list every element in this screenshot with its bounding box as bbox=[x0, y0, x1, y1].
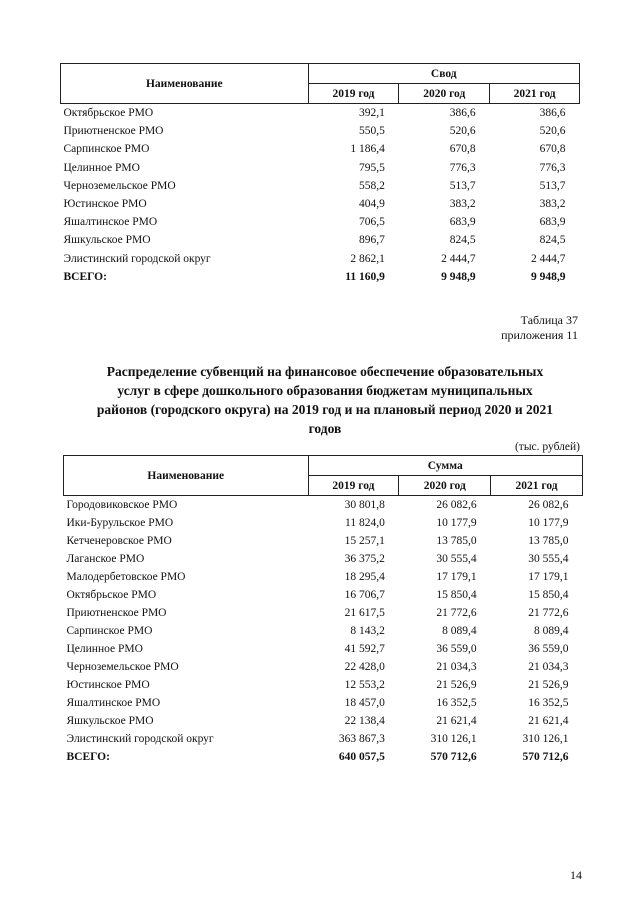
header-year-2021: 2021 год bbox=[490, 84, 580, 104]
cell-2021: 21 034,3 bbox=[528, 661, 569, 673]
cell-2021: 21 621,4 bbox=[528, 715, 569, 727]
header-year-2020: 2020 год bbox=[399, 476, 491, 496]
table-row bbox=[64, 676, 583, 694]
cell-2020: 17 179,1 bbox=[436, 571, 477, 583]
table-row bbox=[64, 568, 583, 586]
table-row bbox=[64, 514, 583, 532]
cell-2021: 21 772,6 bbox=[528, 607, 569, 619]
row-name: Яшкульское РМО bbox=[63, 234, 151, 247]
table-row bbox=[64, 586, 583, 604]
cell-2020: 15 850,4 bbox=[436, 589, 477, 601]
cell-2020: 36 559,0 bbox=[436, 643, 477, 655]
title-line-1: Распределение субвенций на финансовое обеспечение образовательных bbox=[106, 364, 544, 379]
row-name: Яшалтинское РМО bbox=[66, 697, 161, 709]
row-name: Сарпинское РМО bbox=[63, 143, 150, 156]
cell-2021: 683,9 bbox=[539, 216, 566, 229]
cell-2019: 706,5 bbox=[359, 216, 385, 229]
total-2019: 11 160,9 bbox=[345, 270, 385, 283]
cell-2021: 513,7 bbox=[539, 179, 566, 192]
table-row bbox=[61, 140, 580, 158]
header-year-2019: 2019 год bbox=[308, 476, 399, 496]
cell-2019: 41 592,7 bbox=[344, 643, 385, 655]
cell-2019: 11 824,0 bbox=[345, 517, 385, 529]
total-2019: 640 057,5 bbox=[338, 751, 385, 763]
row-name: Целинное РМО bbox=[63, 161, 140, 174]
table-caption bbox=[501, 313, 578, 343]
row-name: Городовиковское РМО bbox=[66, 499, 178, 511]
cell-2019: 22 428,0 bbox=[344, 661, 385, 673]
cell-2021: 13 785,0 bbox=[528, 535, 569, 547]
cell-2020: 21 034,3 bbox=[436, 661, 477, 673]
table-row bbox=[61, 122, 580, 140]
cell-2021: 36 559,0 bbox=[528, 643, 569, 655]
title-line-4: годов bbox=[308, 421, 342, 436]
cell-2020: 21 621,4 bbox=[436, 715, 477, 727]
row-name: Черноземельское РМО bbox=[63, 179, 176, 192]
title-line-3: районов (городского округа) на 2019 год и на плановый период 2020 и 2021 bbox=[96, 402, 554, 417]
cell-2019: 22 138,4 bbox=[344, 715, 385, 727]
table-row bbox=[61, 213, 580, 231]
table-row bbox=[64, 640, 583, 658]
row-name: Приютненское РМО bbox=[63, 125, 164, 138]
cell-2021: 776,3 bbox=[539, 161, 566, 174]
row-name: Лаганское РМО bbox=[66, 553, 145, 565]
table-total-row bbox=[61, 268, 580, 286]
row-name: Ики-Бурульское РМО bbox=[66, 517, 174, 529]
cell-2020: 21 526,9 bbox=[436, 679, 477, 691]
page-number: 14 bbox=[570, 868, 582, 882]
table-row bbox=[64, 730, 583, 748]
cell-2020: 13 785,0 bbox=[436, 535, 477, 547]
table-row bbox=[61, 177, 580, 195]
row-name: Яшалтинское РМО bbox=[63, 216, 158, 229]
cell-2019: 558,2 bbox=[359, 179, 385, 192]
cell-2021: 15 850,4 bbox=[528, 589, 569, 601]
row-name: Октябрьское РМО bbox=[66, 589, 157, 601]
table-row bbox=[64, 694, 583, 712]
cell-2020: 26 082,6 bbox=[436, 499, 477, 511]
total-label: ВСЕГО: bbox=[63, 270, 107, 283]
header-name: Наименование bbox=[64, 456, 309, 496]
table-summa bbox=[63, 455, 583, 766]
cell-2021: 16 352,5 bbox=[528, 697, 569, 709]
cell-2021: 26 082,6 bbox=[528, 499, 569, 511]
row-name: Черноземельское РМО bbox=[66, 661, 179, 673]
table-row bbox=[61, 250, 580, 268]
row-name: Юстинское РМО bbox=[63, 198, 147, 211]
cell-2020: 386,6 bbox=[449, 107, 476, 120]
cell-2019: 18 295,4 bbox=[344, 571, 385, 583]
cell-2019: 550,5 bbox=[359, 125, 385, 138]
cell-2019: 404,9 bbox=[359, 198, 385, 211]
cell-2020: 30 555,4 bbox=[436, 553, 477, 565]
cell-2020: 520,6 bbox=[449, 125, 476, 138]
cell-2021: 17 179,1 bbox=[528, 571, 569, 583]
cell-2020: 8 089,4 bbox=[442, 625, 477, 637]
cell-2020: 10 177,9 bbox=[436, 517, 477, 529]
cell-2019: 795,5 bbox=[359, 161, 385, 174]
cell-2020: 310 126,1 bbox=[430, 733, 477, 745]
cell-2021: 8 089,4 bbox=[534, 625, 569, 637]
cell-2020: 824,5 bbox=[449, 234, 476, 247]
cell-2019: 21 617,5 bbox=[344, 607, 385, 619]
total-2021: 9 948,9 bbox=[531, 270, 566, 283]
table-row bbox=[61, 231, 580, 249]
table-row bbox=[64, 604, 583, 622]
cell-2021: 383,2 bbox=[539, 198, 566, 211]
cell-2020: 21 772,6 bbox=[436, 607, 477, 619]
cell-2021: 824,5 bbox=[539, 234, 566, 247]
table-row bbox=[64, 496, 583, 515]
table-row bbox=[64, 622, 583, 640]
table-row bbox=[61, 159, 580, 177]
row-name: Целинное РМО bbox=[66, 643, 143, 655]
row-name: Октябрьское РМО bbox=[63, 107, 154, 120]
cell-2020: 670,8 bbox=[449, 143, 476, 156]
cell-2021: 10 177,9 bbox=[528, 517, 569, 529]
cell-2021: 670,8 bbox=[539, 143, 566, 156]
row-name: Яшкульское РМО bbox=[66, 715, 154, 727]
table-row bbox=[61, 195, 580, 213]
table-row bbox=[64, 550, 583, 568]
total-2021: 570 712,6 bbox=[522, 751, 569, 763]
cell-2020: 513,7 bbox=[449, 179, 476, 192]
row-name: Малодербетовское РМО bbox=[66, 571, 186, 583]
header-group: Сумма bbox=[308, 456, 583, 476]
table-total-row bbox=[64, 748, 583, 766]
cell-2019: 363 867,3 bbox=[338, 733, 385, 745]
cell-2019: 16 706,7 bbox=[344, 589, 385, 601]
table-row bbox=[64, 532, 583, 550]
header-year-2019: 2019 год bbox=[308, 84, 399, 104]
title-line-2: услуг в сфере дошкольного образования бюджетам муниципальных bbox=[117, 383, 533, 398]
total-2020: 9 948,9 bbox=[441, 270, 476, 283]
row-name: Юстинское РМО bbox=[66, 679, 150, 691]
table-svod bbox=[60, 63, 580, 286]
table-row bbox=[64, 712, 583, 730]
cell-2020: 16 352,5 bbox=[436, 697, 477, 709]
cell-2020: 2 444,7 bbox=[441, 252, 476, 265]
header-group: Свод bbox=[308, 64, 579, 84]
cell-2021: 520,6 bbox=[539, 125, 566, 138]
row-name: Элистинский городской округ bbox=[63, 252, 211, 265]
units-label: (тыс. рублей) bbox=[514, 441, 580, 453]
table-row bbox=[61, 104, 580, 123]
cell-2019: 12 553,2 bbox=[344, 679, 385, 691]
header-year-2020: 2020 год bbox=[399, 84, 490, 104]
cell-2020: 683,9 bbox=[449, 216, 476, 229]
cell-2019: 2 862,1 bbox=[350, 252, 385, 265]
total-label: ВСЕГО: bbox=[66, 751, 110, 763]
cell-2019: 30 801,8 bbox=[344, 499, 385, 511]
cell-2019: 36 375,2 bbox=[344, 553, 385, 565]
cell-2021: 386,6 bbox=[539, 107, 566, 120]
cell-2021: 310 126,1 bbox=[522, 733, 569, 745]
cell-2021: 2 444,7 bbox=[531, 252, 566, 265]
total-2020: 570 712,6 bbox=[430, 751, 477, 763]
cell-2019: 18 457,0 bbox=[344, 697, 385, 709]
cell-2019: 1 186,4 bbox=[350, 143, 385, 156]
cell-2019: 392,1 bbox=[359, 107, 385, 120]
header-year-2021: 2021 год bbox=[491, 476, 583, 496]
caption-table-number: Таблица 37 bbox=[520, 313, 578, 327]
cell-2019: 896,7 bbox=[359, 234, 385, 247]
row-name: Сарпинское РМО bbox=[66, 625, 153, 637]
row-name: Кетченеровское РМО bbox=[66, 535, 172, 547]
cell-2019: 15 257,1 bbox=[344, 535, 385, 547]
cell-2020: 776,3 bbox=[449, 161, 476, 174]
cell-2019: 8 143,2 bbox=[350, 625, 385, 637]
page-title bbox=[70, 362, 580, 438]
row-name: Приютненское РМО bbox=[66, 607, 167, 619]
row-name: Элистинский городской округ bbox=[66, 733, 214, 745]
table-row bbox=[64, 658, 583, 676]
caption-appendix: приложения 11 bbox=[501, 328, 578, 342]
cell-2021: 30 555,4 bbox=[528, 553, 569, 565]
cell-2021: 21 526,9 bbox=[528, 679, 569, 691]
cell-2020: 383,2 bbox=[449, 198, 476, 211]
header-name: Наименование bbox=[61, 64, 309, 104]
